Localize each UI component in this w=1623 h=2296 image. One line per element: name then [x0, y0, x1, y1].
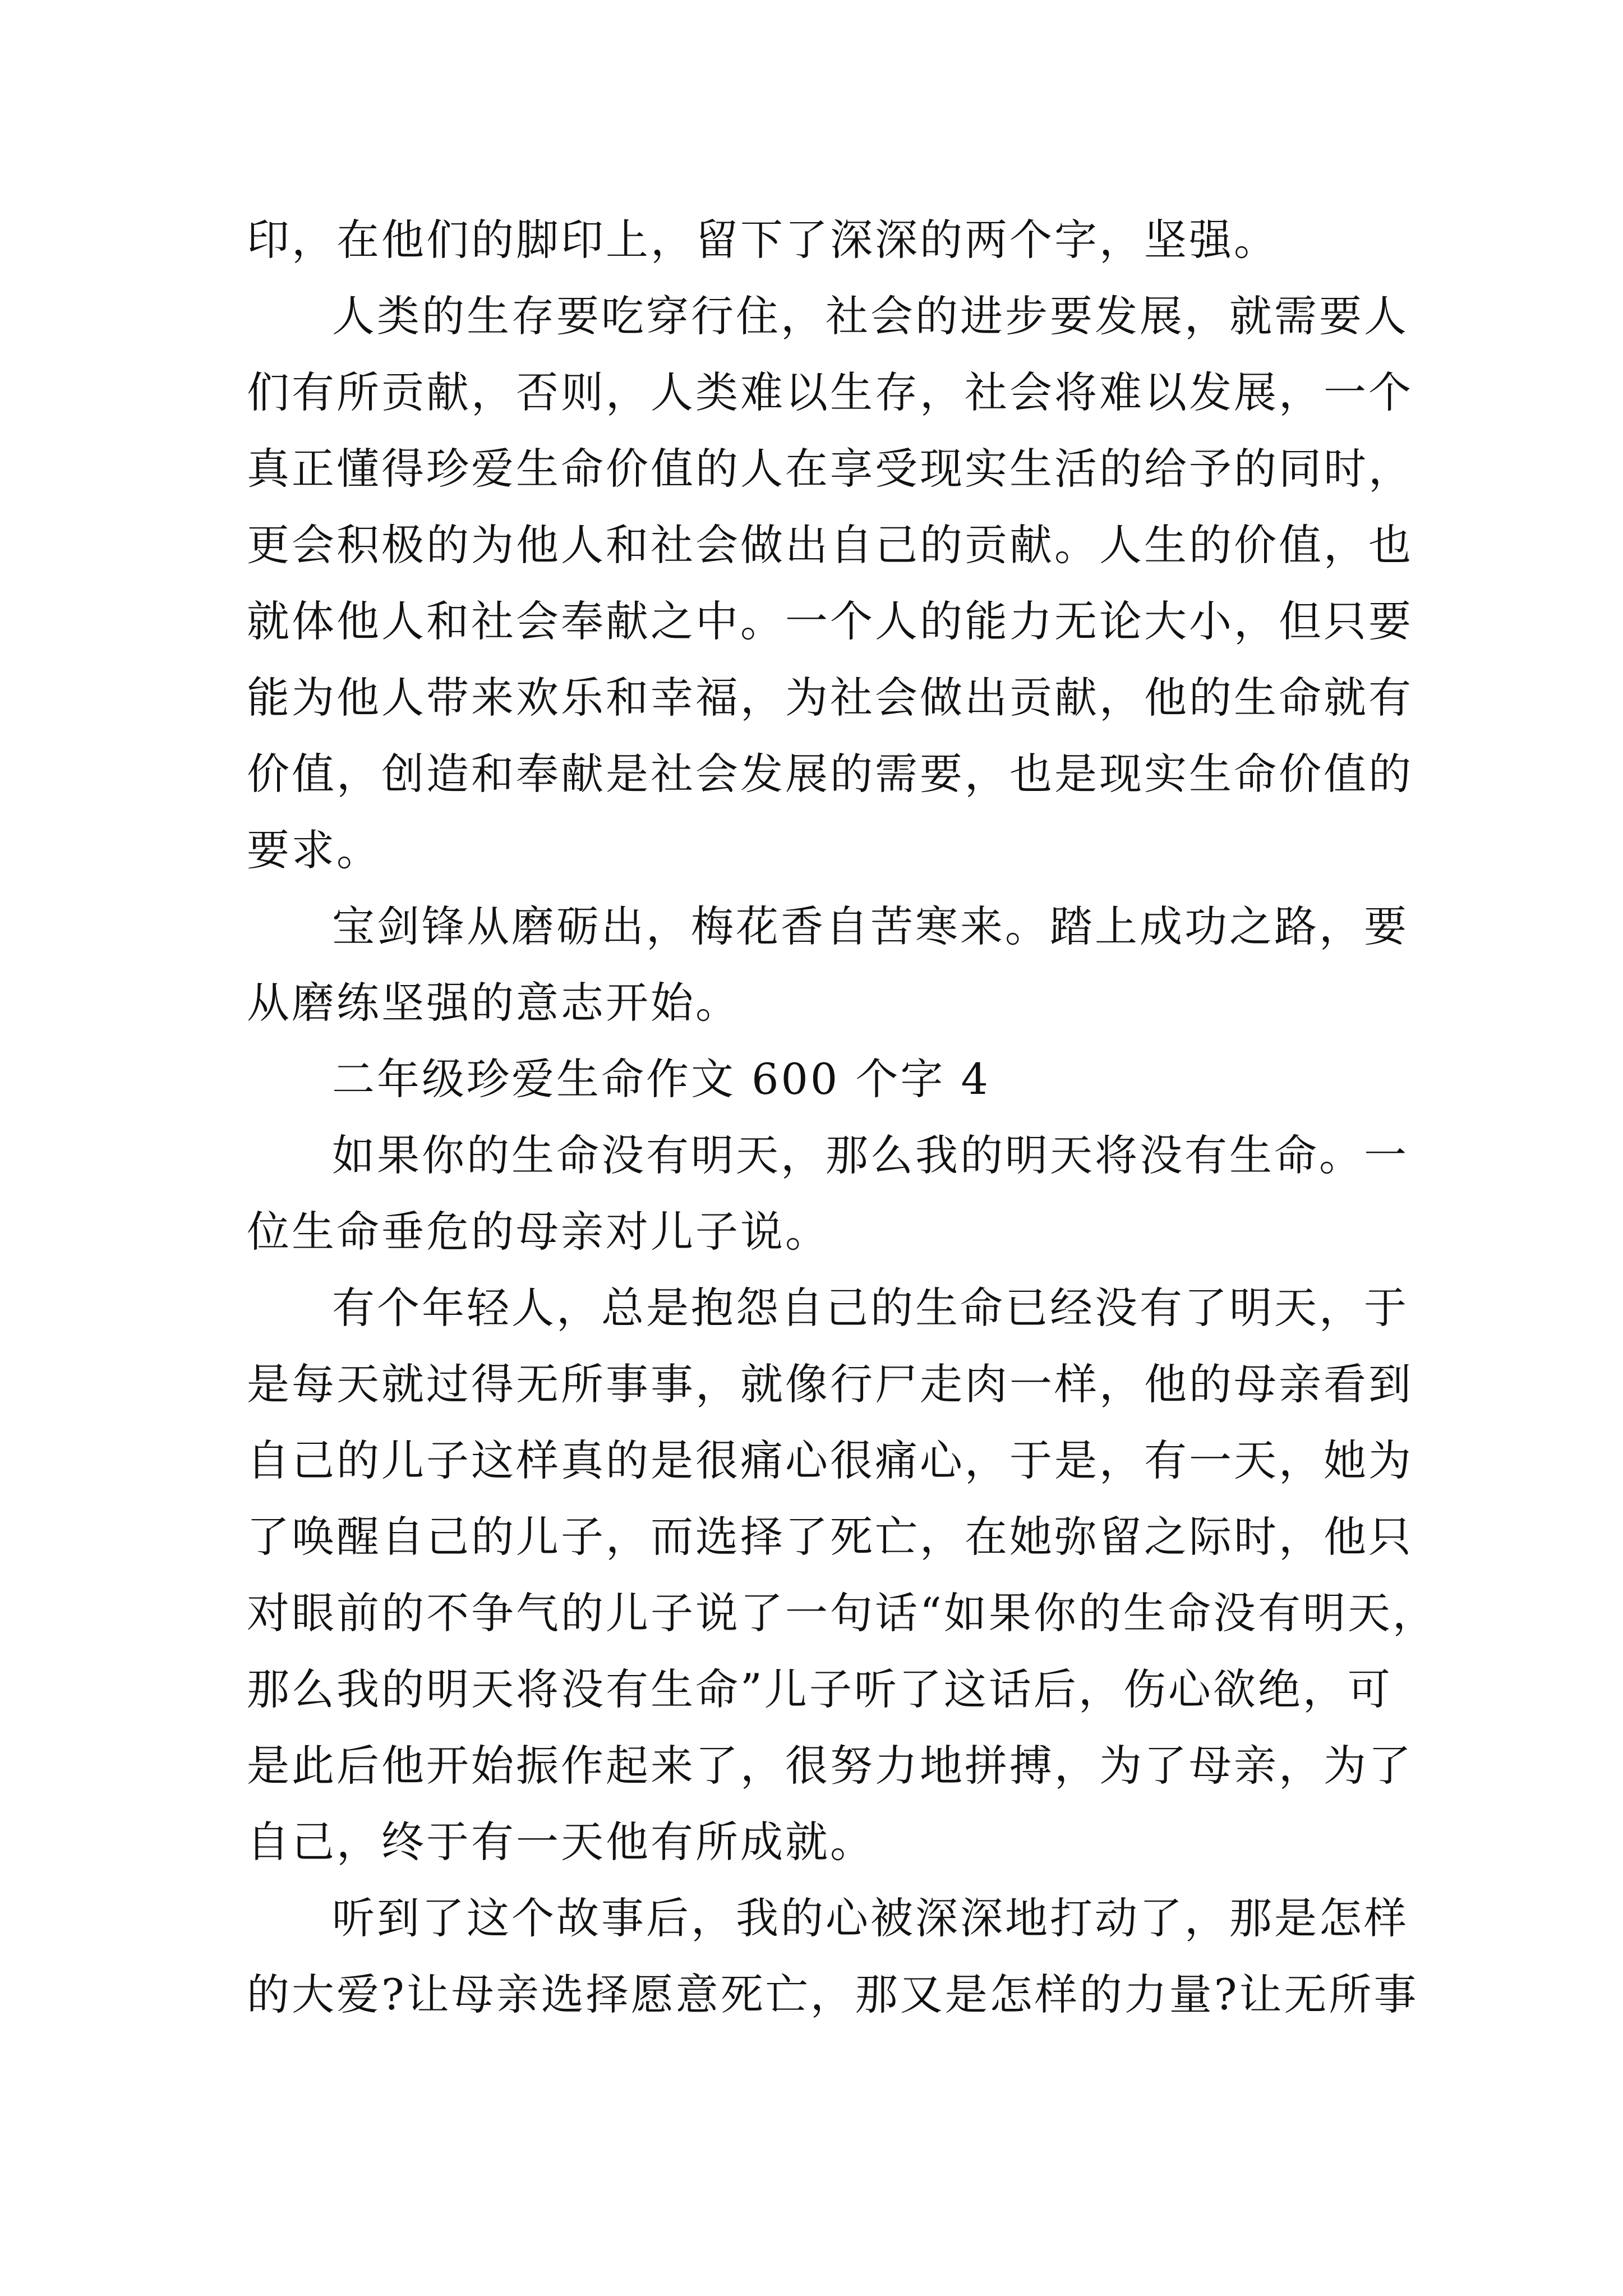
- text-line: 了唤醒自己的儿子，而选择了死亡，在她弥留之际时，他只: [247, 1512, 1413, 1562]
- text-line: 真正懂得珍爱生命价值的人在享受现实生活的给予的同时，: [247, 444, 1413, 494]
- text-line: 要求。: [247, 825, 381, 875]
- text-line: 从磨练坚强的意志开始。: [247, 978, 740, 1028]
- text-line: 听到了这个故事后，我的心被深深地打动了，那是怎样: [332, 1893, 1409, 1943]
- text-line: 宝剑锋从磨砺出，梅花香自苦寒来。踏上成功之路，要: [332, 901, 1409, 951]
- text-line: 有个年轻人，总是抱怨自己的生命已经没有了明天，于: [332, 1283, 1409, 1333]
- text-line: 自己的儿子这样真的是很痛心很痛心，于是，有一天，她为: [247, 1435, 1413, 1485]
- text-line: 自己，终于有一天他有所成就。: [247, 1817, 875, 1867]
- text-line: 位生命垂危的母亲对儿子说。: [247, 1207, 830, 1257]
- text-line: 那么我的明天将没有生命”儿子听了这话后，伤心欲绝，可: [247, 1664, 1393, 1714]
- text-line: 能为他人带来欢乐和幸福，为社会做出贡献，他的生命就有: [247, 673, 1413, 723]
- text-line: 是此后他开始振作起来了，很努力地拼搏，为了母亲，为了: [247, 1741, 1413, 1791]
- text-line: 对眼前的不争气的儿子说了一句话“如果你的生命没有明天，: [247, 1588, 1437, 1638]
- text-line: 如果你的生命没有明天，那么我的明天将没有生命。一: [332, 1130, 1409, 1180]
- text-line: 更会积极的为他人和社会做出自己的贡献。人生的价值，也: [247, 520, 1413, 570]
- text-line: 就体他人和社会奉献之中。一个人的能力无论大小，但只要: [247, 596, 1413, 646]
- text-line: 印，在他们的脚印上，留下了深深的两个字，坚强。: [247, 215, 1279, 265]
- text-line: 的大爱?让母亲选择愿意死亡，那又是怎样的力量?让无所事: [247, 1970, 1419, 2019]
- section-heading: 二年级珍爱生命作文 600 个字 4: [332, 1054, 990, 1104]
- text-line: 是每天就过得无所事事，就像行尸走肉一样，他的母亲看到: [247, 1359, 1413, 1409]
- text-line: 们有所贡献，否则，人类难以生存，社会将难以发展，一个: [247, 367, 1413, 417]
- text-line: 人类的生存要吃穿行住，社会的进步要发展，就需要人: [332, 291, 1409, 341]
- text-line: 价值，创造和奉献是社会发展的需要，也是现实生命价值的: [247, 749, 1413, 799]
